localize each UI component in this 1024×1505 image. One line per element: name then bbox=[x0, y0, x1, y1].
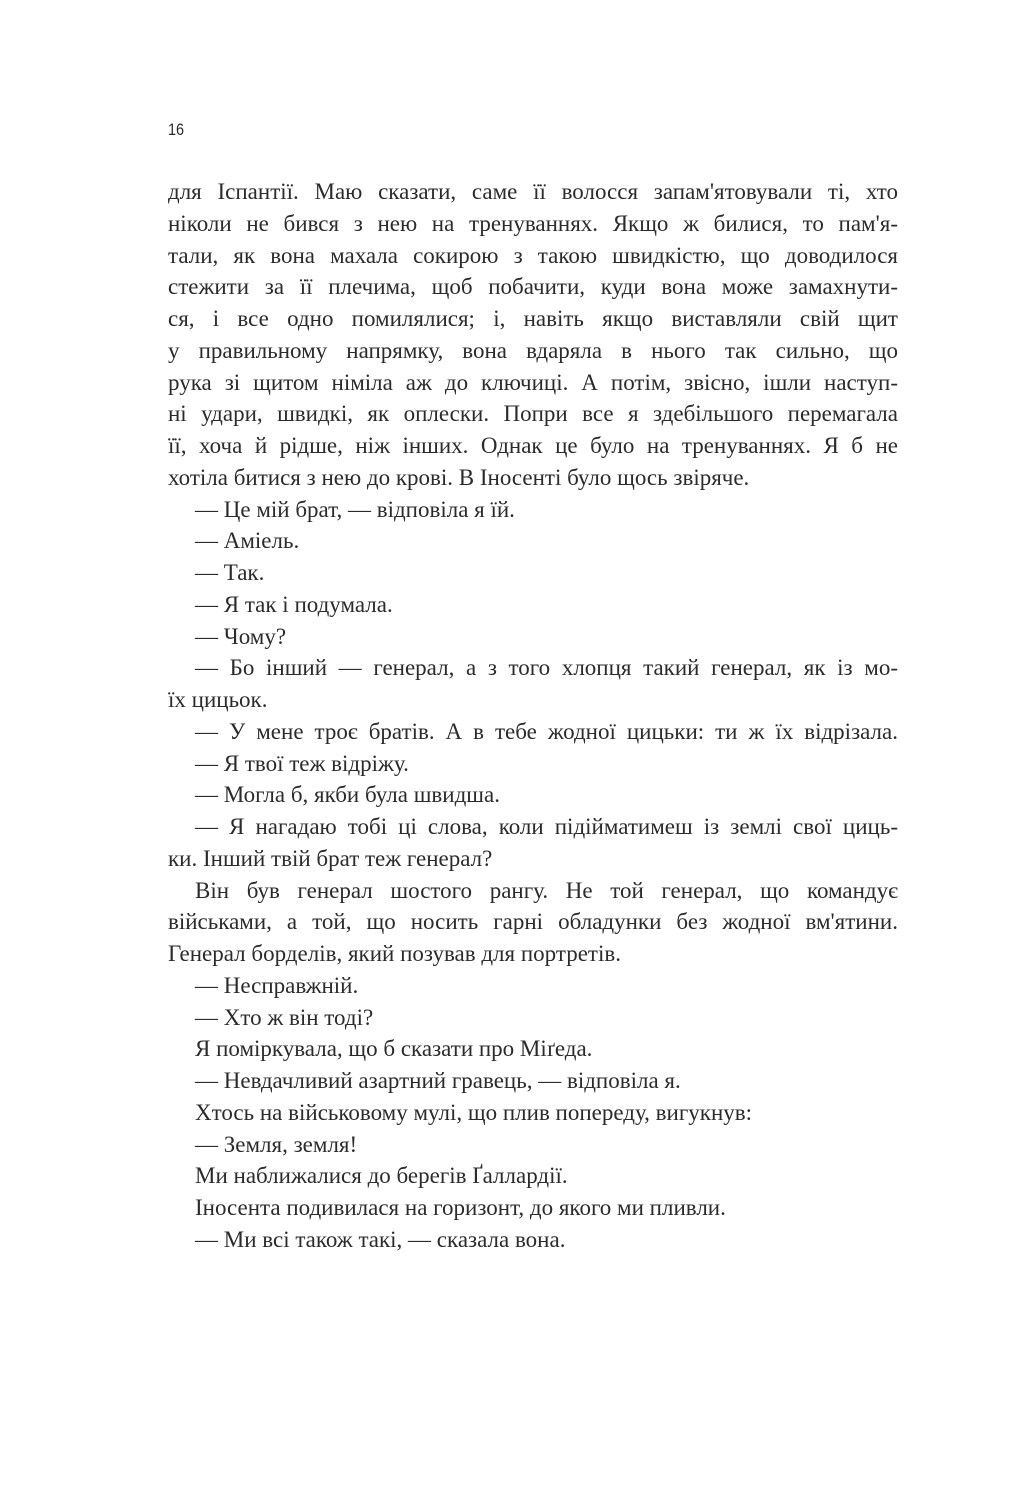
text-line: — Земля, земля! bbox=[195, 1131, 358, 1157]
text-line: для Іспантії. Маю сказати, саме її волосся запам'ятовували ті, хто bbox=[168, 179, 898, 204]
text-line: у правильному напрямку, вона вдаряла в нього так сильно, що bbox=[168, 337, 898, 363]
text-line: — У мене троє братів. А в тебе жодної цицьки: ти ж їх відрізала. bbox=[195, 718, 898, 744]
text-line: — Ми всі також такі, — сказала вона. bbox=[195, 1226, 566, 1252]
text-line: ніколи не бився з нею на тренуваннях. Якщо ж билися, то пам'я- bbox=[168, 210, 898, 236]
text-line: Іносента подивилася на горизонт, до якого ми пливли. bbox=[195, 1195, 726, 1220]
text-line: стежити за її плечима, щоб побачити, куди вона може замахнути- bbox=[168, 274, 898, 300]
text-line: — Я так і подумала. bbox=[195, 591, 393, 617]
text-line: — Я твої теж відріжу. bbox=[195, 750, 409, 776]
page-number: 16 bbox=[168, 120, 185, 139]
text-line: — Несправжній. bbox=[195, 972, 359, 998]
text-line: — Бо інший — генерал, а з того хлопця такий генерал, як із мо- bbox=[195, 655, 898, 681]
text-line: Хтось на військовому мулі, що плив попереду, вигукнув: bbox=[195, 1099, 753, 1125]
text-line: Він був генерал шостого рангу. Не той генерал, що командує bbox=[195, 877, 898, 903]
text-line: — Так. bbox=[195, 560, 265, 585]
text-line: Я поміркувала, що б сказати про Міґеда. bbox=[195, 1036, 593, 1062]
text-line: їх цицьок. bbox=[168, 687, 268, 712]
text-line: — Аміель. bbox=[195, 528, 300, 554]
text-line: хотіла битися з нею до крові. В Іносенті було щось звіряче. bbox=[168, 464, 750, 490]
text-line: ся, і все одно помилялися; і, навіть якщо виставляли свій щит bbox=[168, 306, 898, 331]
text-line: — Невдачливий азартний гравець, — відповіла я. bbox=[195, 1068, 681, 1093]
text-line: Генерал борделів, який позував для портретів. bbox=[168, 941, 621, 966]
text-line: ки. Інший твій брат теж генерал? bbox=[168, 845, 493, 871]
text-line: її, хоча й рідше, ніж інших. Однак це було на тренуваннях. Я б не bbox=[168, 433, 898, 458]
text-line: рука зі щитом німіла аж до ключиці. А потім, звісно, ішли наступ- bbox=[168, 369, 898, 395]
text-line: — Чому? bbox=[195, 623, 287, 649]
body-text bbox=[168, 176, 898, 1256]
text-line: ні удари, швидкі, як оплески. Попри все я здебільшого перемагала bbox=[168, 401, 898, 427]
text-line: тали, як вона махала сокирою з такою швидкістю, що доводилося bbox=[168, 242, 898, 268]
text-line: військами, а той, що носить гарні обладунки без жодної вм'ятини. bbox=[168, 909, 898, 935]
text-line: — Могла б, якби була швидша. bbox=[195, 782, 500, 808]
text-line: — Я нагадаю тобі ці слова, коли підійматимеш із землі свої циць- bbox=[195, 814, 898, 839]
text-line: — Хто ж він тоді? bbox=[195, 1004, 374, 1030]
text-line: — Це мій брат, — відповіла я їй. bbox=[195, 496, 515, 522]
text-line: Ми наближалися до берегів Ґаллардії. bbox=[195, 1163, 568, 1189]
